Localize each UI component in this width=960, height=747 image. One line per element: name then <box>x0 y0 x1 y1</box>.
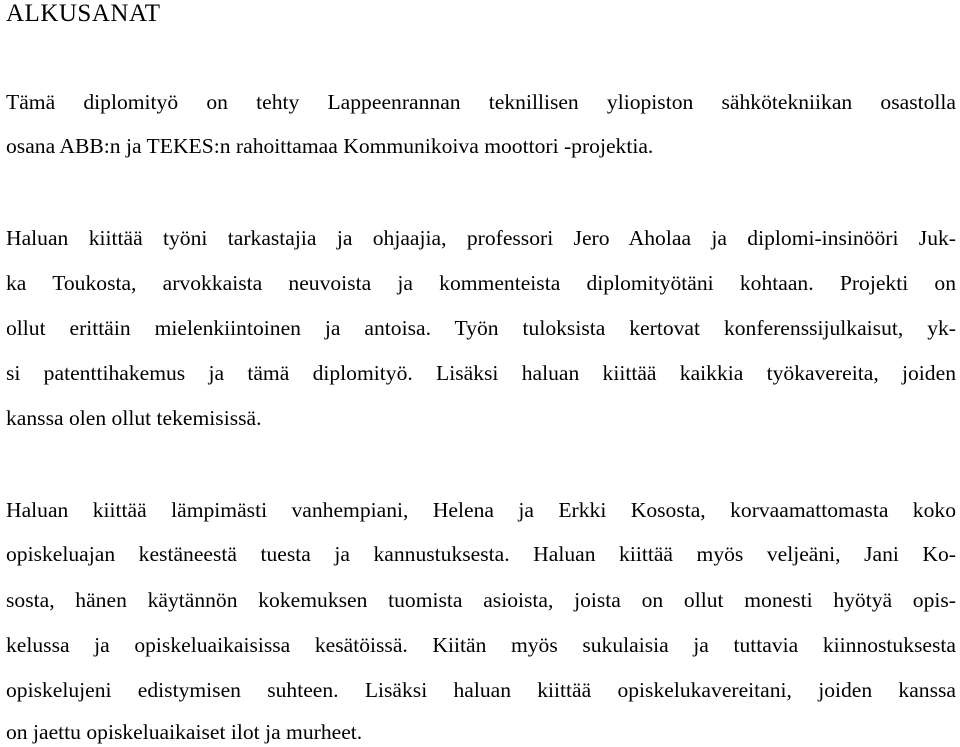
paragraph-2-line-3: ollut erittäin mielenkiintoinen ja antoisa. Työn tuloksista kertovat konferenssijulkaisut, yk- <box>6 316 956 340</box>
paragraph-2-line-1: Haluan kiittää työni tarkastajia ja ohjaajia, professori Jero Aholaa ja diplomi-insinööri Juk- <box>6 226 956 250</box>
paragraph-3-line-6: on jaettu opiskeluaikaiset ilot ja murheet. <box>6 720 363 744</box>
paragraph-1-line-1: Tämä diplomityö on tehty Lappeenrannan teknillisen yliopiston sähkötekniikan osastolla <box>6 90 956 114</box>
paragraph-3-line-4: kelussa ja opiskeluaikaisissa kesätöissä. Kiitän myös sukulaisia ja tuttavia kiinnostuksesta <box>6 633 956 657</box>
page-title: ALKUSANAT <box>6 0 161 27</box>
paragraph-3-line-2: opiskeluajan kestäneestä tuesta ja kannustuksesta. Haluan kiittää myös veljeäni, Jani Ko- <box>6 542 956 566</box>
paragraph-3-line-5: opiskelujeni edistymisen suhteen. Lisäksi haluan kiittää opiskelukavereitani, joiden kanssa <box>6 678 956 702</box>
paragraph-1-line-2: osana ABB:n ja TEKES:n rahoittamaa Kommunikoiva moottori -projektia. <box>6 134 654 158</box>
paragraph-2-line-5: kanssa olen ollut tekemisissä. <box>6 406 262 430</box>
paragraph-3-line-1: Haluan kiittää lämpimästi vanhempiani, Helena ja Erkki Kososta, korvaamattomasta koko <box>6 498 956 522</box>
paragraph-2-line-4: si patenttihakemus ja tämä diplomityö. Lisäksi haluan kiittää kaikkia työkavereita, joiden <box>6 361 956 385</box>
paragraph-3-line-3: sosta, hänen käytännön kokemuksen tuomista asioista, joista on ollut monesti hyötyä opis- <box>6 588 956 612</box>
paragraph-2-line-2: ka Toukosta, arvokkaista neuvoista ja kommenteista diplomityötäni kohtaan. Projekti on <box>6 271 956 295</box>
